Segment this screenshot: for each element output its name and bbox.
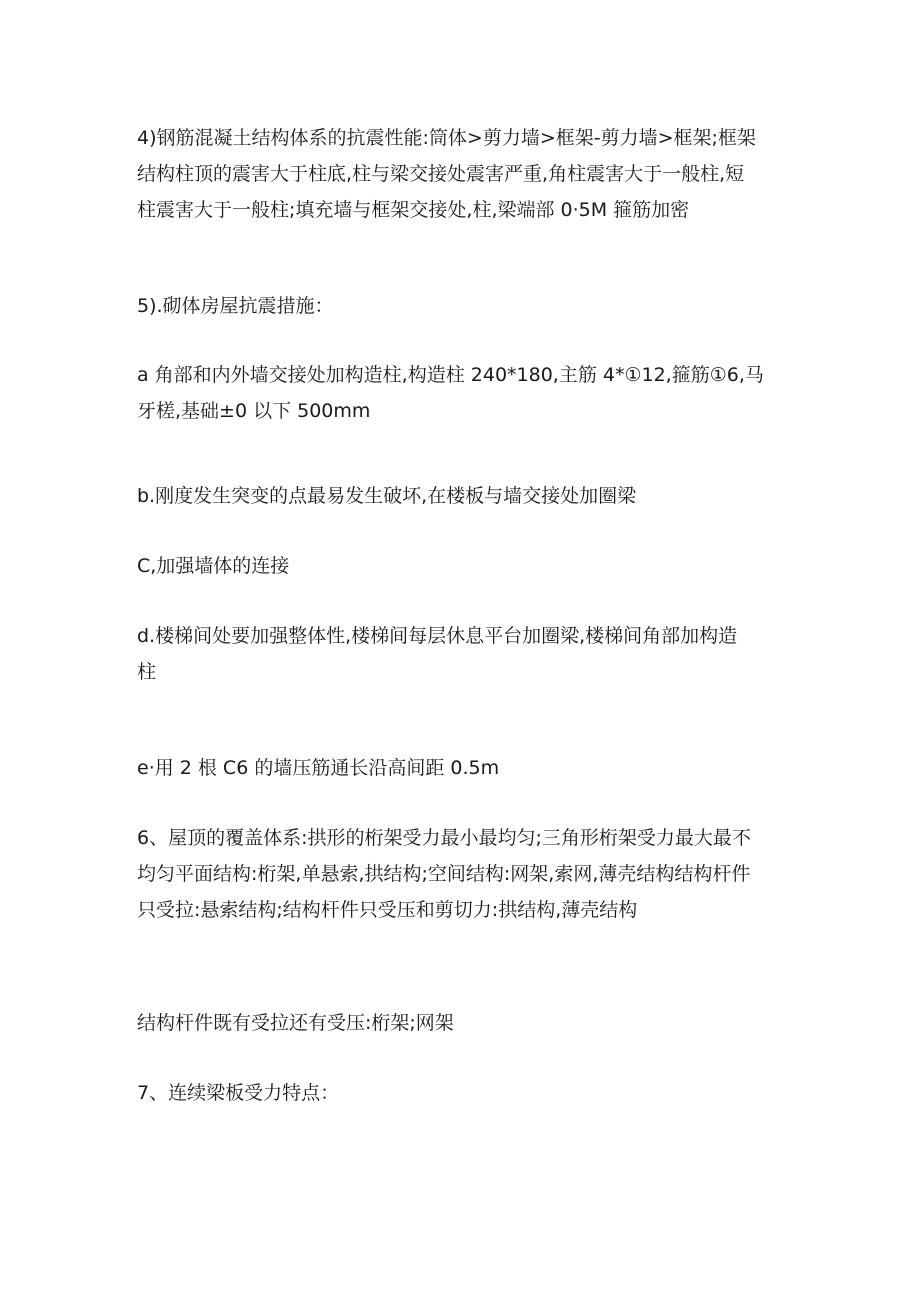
paragraph-item-b	[137, 478, 787, 514]
text-line: 柱震害大于一般柱;填充墙与框架交接处,柱,梁端部 0·5M 箍筋加密	[137, 199, 690, 221]
text-line: d.楼梯间处要加强整体性,楼梯间每层休息平台加圈梁,楼梯间角部加构造	[137, 625, 738, 647]
text-line: 结构杆件既有受拉还有受压:桁架;网架	[137, 1012, 454, 1034]
text-line: e·用 2 根 C6 的墙压筋通长沿高间距 0.5m	[137, 757, 500, 779]
paragraph-item-e	[137, 750, 787, 786]
paragraph-truss-note	[137, 1005, 787, 1041]
text-line: 牙槎,基础±0 以下 500mm	[137, 400, 371, 422]
text-line: 5).砌体房屋抗震措施：	[137, 295, 334, 317]
text-line: 柱	[137, 661, 157, 683]
paragraph-item-c	[137, 548, 787, 584]
paragraph-item-a	[137, 357, 787, 429]
text-line: a 角部和内外墙交接处加构造柱,构造柱 240*180,主筋 4*①12,箍筋①6,马	[137, 364, 764, 386]
paragraph-masonry-heading	[137, 288, 787, 324]
text-line: 只受拉:悬索结构;结构杆件只受压和剪切力:拱结构,薄壳结构	[137, 899, 638, 921]
text-line: 4)钢筋混凝土结构体系的抗震性能:筒体>剪力墙>框架-剪力墙>框架;框架	[137, 127, 756, 149]
paragraph-item-d	[137, 618, 787, 690]
paragraph-roof-system	[137, 820, 787, 928]
paragraph-continuous-beam-heading	[137, 1075, 787, 1111]
text-line: 结构柱顶的震害大于柱底,柱与梁交接处震害严重,角柱震害大于一般柱,短	[137, 163, 745, 185]
text-line: 均匀平面结构:桁架,单悬索,拱结构;空间结构:网架,索网,薄壳结构结构杆件	[137, 863, 751, 885]
text-line: b.刚度发生突变的点最易发生破坏,在楼板与墙交接处加圈梁	[137, 485, 637, 507]
text-line: C,加强墙体的连接	[137, 555, 290, 577]
text-line: 7、连续梁板受力特点：	[137, 1082, 340, 1104]
text-line: 6、屋顶的覆盖体系:拱形的桁架受力最小最均匀;三角形桁架受力最大最不	[137, 827, 751, 849]
paragraph-rc-seismic-performance	[137, 120, 787, 228]
